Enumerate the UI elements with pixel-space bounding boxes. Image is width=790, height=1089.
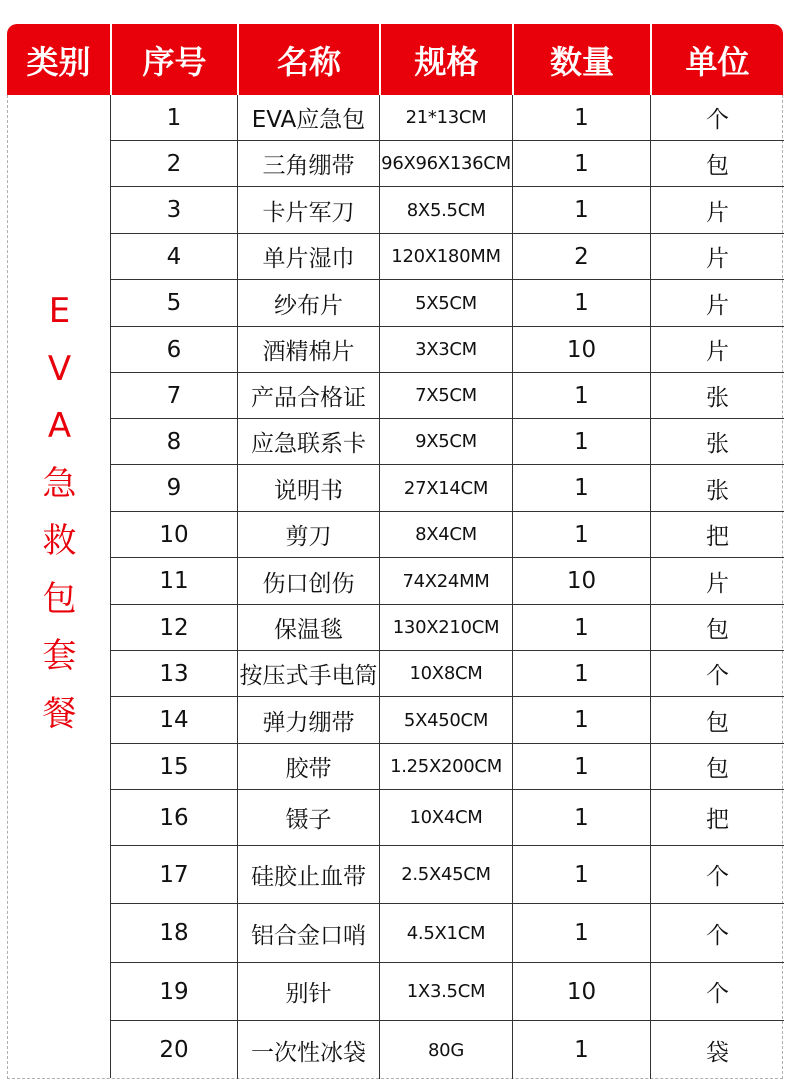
cell-name: 单片湿巾 — [238, 234, 380, 279]
table-row — [111, 846, 784, 904]
cell-number: 1 — [111, 95, 238, 140]
cell-number: 3 — [111, 187, 238, 233]
cell-quantity: 1 — [513, 904, 651, 962]
table-row — [111, 790, 784, 846]
table-row — [111, 697, 784, 744]
cell-number: 20 — [111, 1021, 238, 1079]
cell-name: 一次性冰袋 — [238, 1021, 380, 1079]
cell-name: 保温毯 — [238, 605, 380, 650]
cell-unit: 袋 — [706, 1039, 729, 1066]
table-row — [111, 95, 784, 141]
cell-unit: 张 — [706, 477, 729, 504]
table-body — [7, 95, 783, 1079]
cell-number: 16 — [111, 790, 238, 845]
cell-name: 卡片军刀 — [238, 187, 380, 233]
cell-unit: 张 — [706, 385, 729, 411]
cell-number: 8 — [111, 419, 238, 464]
cell-number: 18 — [111, 904, 238, 962]
table-row — [111, 512, 784, 558]
cell-spec: 3X3CM — [380, 327, 513, 372]
header-name: 名称 — [237, 24, 379, 95]
cell-quantity: 1 — [513, 95, 651, 140]
cell-spec: 10X4CM — [380, 790, 513, 845]
cell-name: 应急联系卡 — [238, 419, 380, 464]
cell-spec: 74X24MM — [380, 558, 513, 604]
cell-number: 15 — [111, 744, 238, 789]
table-row — [111, 327, 784, 373]
cell-unit: 包 — [706, 756, 729, 782]
cell-name: 弹力绷带 — [238, 697, 380, 743]
cell-spec: 8X5.5CM — [380, 187, 513, 233]
cell-unit: 片 — [706, 292, 729, 319]
header-number: 序号 — [110, 24, 237, 95]
header-unit: 单位 — [650, 24, 783, 95]
cell-spec: 96X96X136CM — [380, 141, 513, 186]
cell-quantity: 1 — [513, 605, 651, 650]
item-list-table — [7, 24, 783, 1079]
cell-name: 硅胶止血带 — [238, 846, 380, 903]
cell-number: 5 — [111, 280, 238, 326]
category-column — [8, 95, 111, 1078]
table-row — [111, 651, 784, 697]
cell-spec: 1X3.5CM — [380, 963, 513, 1020]
cell-unit: 个 — [706, 922, 729, 949]
cell-spec: 7X5CM — [380, 373, 513, 418]
table-row — [111, 280, 784, 327]
table-row — [111, 744, 784, 790]
cell-unit: 个 — [706, 107, 729, 133]
cell-name: 三角绷带 — [238, 141, 380, 186]
cell-number: 6 — [111, 327, 238, 372]
cell-quantity: 1 — [513, 846, 651, 903]
cell-number: 2 — [111, 141, 238, 186]
table-row — [111, 234, 784, 280]
cell-quantity: 1 — [513, 465, 651, 511]
cell-spec: 21*13CM — [380, 95, 513, 140]
cell-spec: 10X8CM — [380, 651, 513, 696]
table-row — [111, 963, 784, 1021]
cell-unit: 包 — [706, 153, 729, 179]
header-spec: 规格 — [379, 24, 512, 95]
table-row — [111, 605, 784, 651]
category-label: E V A 急 救 包 套 餐 — [42, 291, 77, 734]
cell-name: 铝合金口哨 — [238, 904, 380, 962]
cell-number: 14 — [111, 697, 238, 743]
cell-unit: 包 — [706, 617, 729, 643]
cell-quantity: 1 — [513, 373, 651, 418]
cell-unit: 片 — [706, 246, 729, 272]
cell-spec: 8X4CM — [380, 512, 513, 557]
header-category: 类别 — [26, 42, 91, 81]
cell-name: 剪刀 — [238, 512, 380, 557]
cell-quantity: 1 — [513, 1021, 651, 1079]
cell-spec: 2.5X45CM — [380, 846, 513, 903]
cell-name: 产品合格证 — [238, 373, 380, 418]
cell-quantity: 10 — [513, 558, 651, 604]
cell-number: 17 — [111, 846, 238, 903]
cell-name: 纱布片 — [238, 280, 380, 326]
cell-spec: 1.25X200CM — [380, 744, 513, 789]
cell-name: 别针 — [238, 963, 380, 1020]
cell-quantity: 1 — [513, 419, 651, 464]
cell-name: 酒精棉片 — [238, 327, 380, 372]
table-row — [111, 1021, 784, 1079]
cell-spec: 5X5CM — [380, 280, 513, 326]
cell-spec: 4.5X1CM — [380, 904, 513, 962]
cell-unit: 包 — [706, 709, 729, 736]
cell-spec: 5X450CM — [380, 697, 513, 743]
cell-name: 镊子 — [238, 790, 380, 845]
table-rows — [111, 95, 784, 1079]
table-row — [111, 373, 784, 419]
cell-unit: 片 — [706, 570, 729, 597]
cell-quantity: 1 — [513, 141, 651, 186]
cell-number: 12 — [111, 605, 238, 650]
table-row — [111, 419, 784, 465]
cell-quantity: 1 — [513, 744, 651, 789]
cell-quantity: 1 — [513, 512, 651, 557]
cell-unit: 张 — [706, 431, 729, 457]
cell-quantity: 1 — [513, 790, 651, 845]
cell-quantity: 1 — [513, 697, 651, 743]
table-row — [111, 465, 784, 512]
cell-number: 13 — [111, 651, 238, 696]
cell-unit: 个 — [706, 663, 729, 689]
cell-spec: 27X14CM — [380, 465, 513, 511]
cell-spec: 120X180MM — [380, 234, 513, 279]
cell-quantity: 10 — [513, 963, 651, 1020]
cell-unit: 个 — [706, 981, 729, 1007]
cell-spec: 9X5CM — [380, 419, 513, 464]
cell-quantity: 1 — [513, 651, 651, 696]
cell-name: EVA应急包 — [238, 95, 380, 140]
cell-number: 9 — [111, 465, 238, 511]
cell-unit: 片 — [706, 339, 729, 365]
cell-number: 10 — [111, 512, 238, 557]
table-row — [111, 187, 784, 234]
cell-name: 说明书 — [238, 465, 380, 511]
cell-number: 7 — [111, 373, 238, 418]
cell-unit: 把 — [706, 524, 729, 550]
cell-unit: 把 — [706, 807, 729, 833]
header-quantity: 数量 — [512, 24, 650, 95]
cell-spec: 80G — [380, 1021, 513, 1079]
cell-quantity: 1 — [513, 280, 651, 326]
cell-quantity: 10 — [513, 327, 651, 372]
table-row — [111, 904, 784, 963]
cell-quantity: 2 — [513, 234, 651, 279]
cell-number: 4 — [111, 234, 238, 279]
cell-quantity: 1 — [513, 187, 651, 233]
cell-spec: 130X210CM — [380, 605, 513, 650]
cell-unit: 个 — [706, 864, 729, 890]
cell-unit: 片 — [706, 199, 729, 226]
cell-name: 按压式手电筒 — [238, 651, 380, 696]
table-header — [7, 24, 783, 95]
cell-number: 11 — [111, 558, 238, 604]
cell-name: 胶带 — [238, 744, 380, 789]
table-row — [111, 558, 784, 605]
cell-name: 伤口创伤 — [238, 558, 380, 604]
cell-number: 19 — [111, 963, 238, 1020]
table-row — [111, 141, 784, 187]
